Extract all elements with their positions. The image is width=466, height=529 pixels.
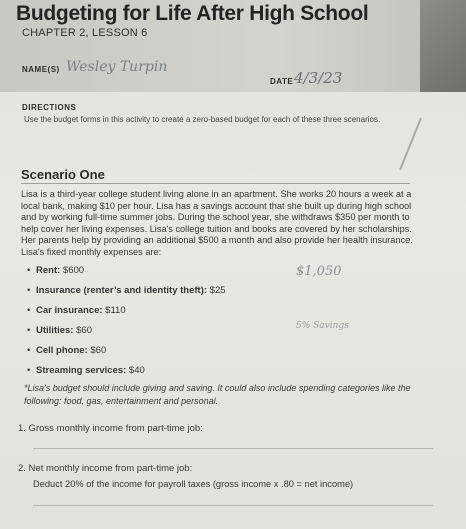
- expense-label: Streaming services:: [36, 365, 127, 376]
- expense-label: Cell phone:: [36, 345, 88, 356]
- handwritten-savings-note: 5% Savings: [296, 321, 349, 331]
- date-label: DATE: [270, 77, 294, 86]
- expense-value: $60: [73, 325, 92, 336]
- scenario-divider: [21, 183, 410, 184]
- pen-mark: [399, 118, 422, 171]
- names-field[interactable]: Wesley Turpin: [66, 59, 168, 75]
- expense-list: [27, 265, 307, 385]
- list-item: • Car insurance: $110: [27, 305, 126, 316]
- list-item: • Utilities: $60: [27, 325, 92, 336]
- directions-text: Use the budget forms in this activity to create a zero-based budget for each of these three scenarios.: [24, 115, 381, 124]
- expense-label: Rent:: [36, 265, 61, 276]
- expense-value: $25: [207, 285, 226, 296]
- names-label: NAME(S): [22, 65, 60, 74]
- date-field[interactable]: 4/3/23: [294, 69, 343, 87]
- list-item: • Insurance (renter’s and identity theft): $25: [27, 285, 226, 296]
- list-item: • Cell phone: $60: [27, 345, 107, 356]
- scenario-title: Scenario One: [21, 167, 105, 182]
- question-2: 2. Net monthly income from part-time job:: [18, 463, 193, 474]
- expense-label: Car insurance:: [36, 305, 103, 316]
- budget-note: *Lisa's budget should include giving and saving. It could also include spending categories like the following: food, gas, entertainment and personal.: [24, 383, 411, 406]
- scenario-story: Lisa is a third-year college student living alone in an apartment. She works 20 hours a week at a local bank, making $10 per hour. Lisa has a savings account that she built up during high school and by working full-time summer jobs. During the school year, she withdraws $350 per month to help cover her living expenses. Lisa's college tuition and books are covered by her scholarships. Her parents help by providing an additional $500 a month and also provide her health insurance. Lisa's fixed monthly expenses are:: [21, 189, 413, 257]
- question-2-detail: Deduct 20% of the income for payroll taxes (gross income x .80 = net income): [33, 479, 354, 489]
- list-item: • Rent: $600: [27, 265, 85, 276]
- expense-value: $60: [87, 345, 107, 356]
- list-item: • Streaming services: $40: [27, 365, 145, 376]
- directions-heading: DIRECTIONS: [22, 103, 77, 112]
- chapter-label: CHAPTER 2, LESSON 6: [22, 27, 148, 39]
- expense-label: Insurance (renter’s and identity theft):: [36, 285, 208, 296]
- answer-line-2[interactable]: [33, 505, 433, 506]
- handwritten-total: $1,050: [296, 264, 342, 279]
- worksheet-title: Budgeting for Life After High School: [16, 2, 369, 25]
- answer-line-1[interactable]: [33, 448, 433, 449]
- expense-value: $110: [102, 305, 126, 316]
- header-corner-graphic: [420, 0, 466, 92]
- expense-value: $40: [126, 365, 145, 376]
- expense-value: $600: [60, 265, 85, 276]
- question-1: 1. Gross monthly income from part-time job:: [18, 423, 203, 434]
- expense-label: Utilities:: [36, 325, 74, 336]
